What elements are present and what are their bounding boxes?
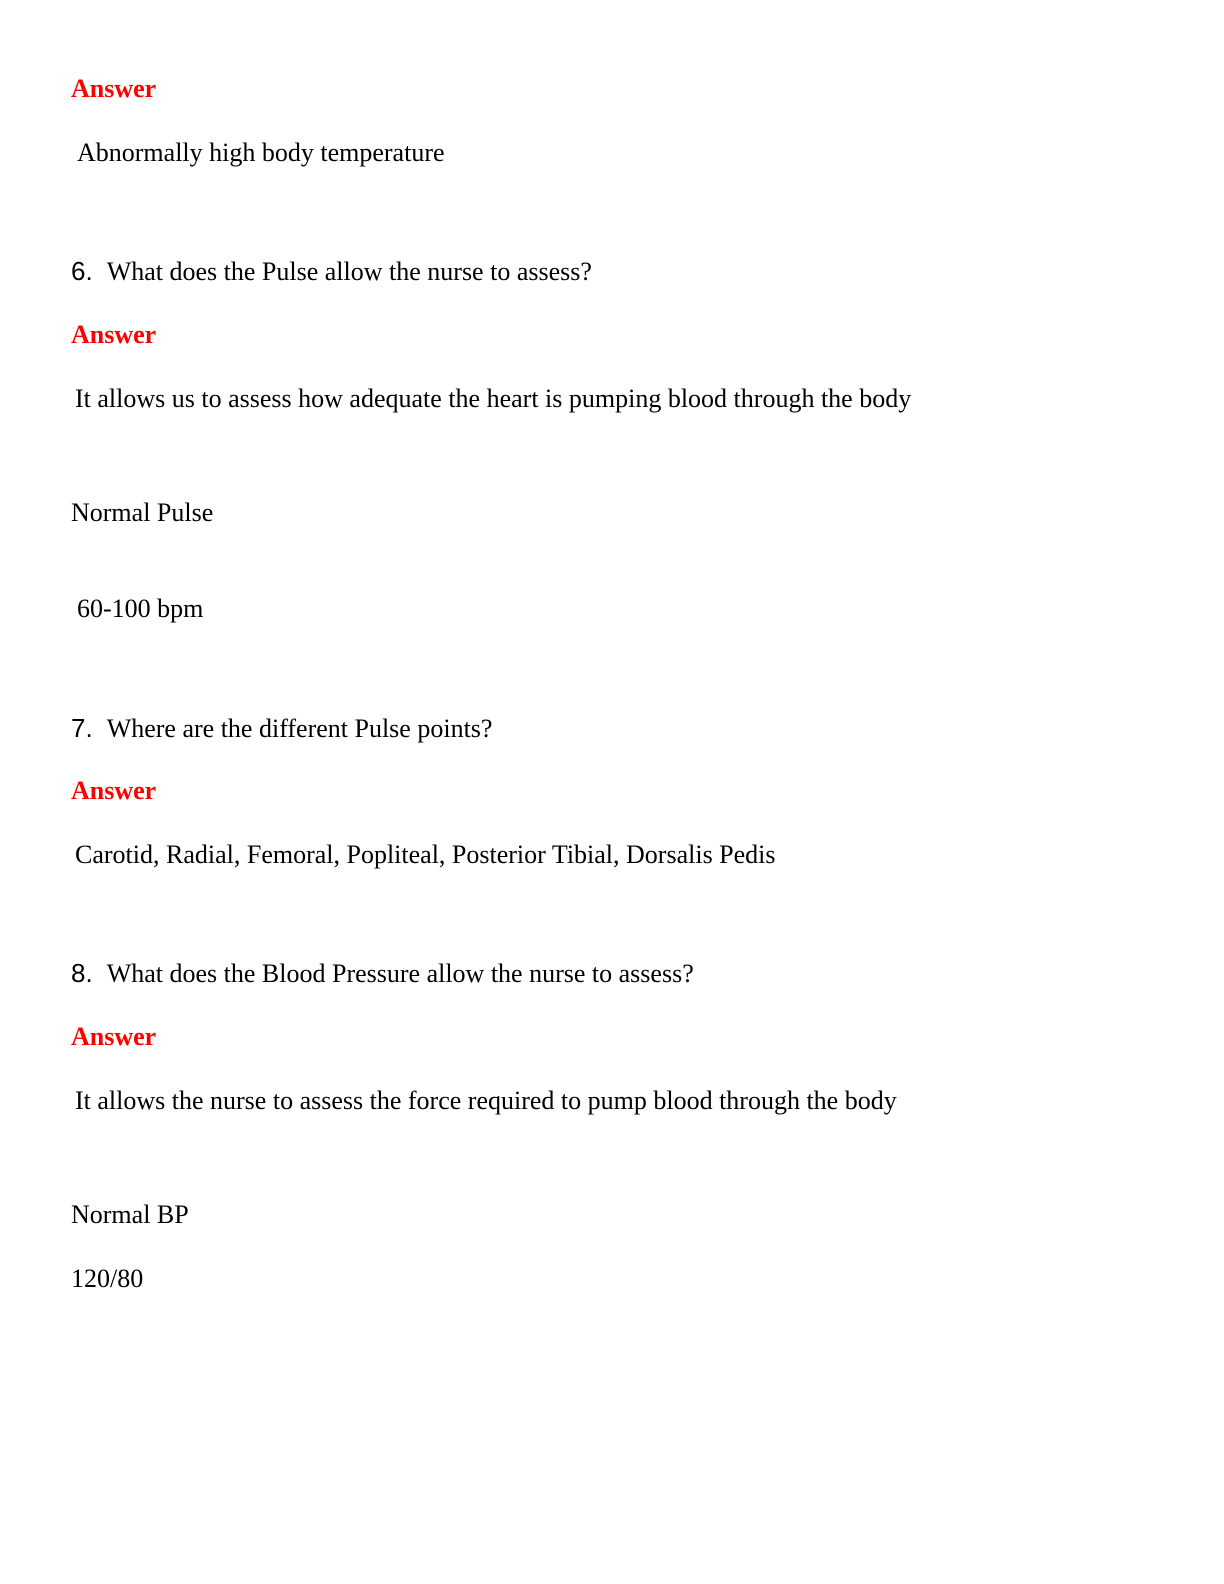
- question-text: Where are the different Pulse points?: [106, 714, 493, 743]
- question-text: What does the Blood Pressure allow the nurse to assess?: [106, 959, 694, 988]
- answer-text: It allows us to assess how adequate the heart is pumping blood through the body: [75, 384, 912, 413]
- question-text: What does the Pulse allow the nurse to assess?: [106, 257, 592, 286]
- answer-label: Answer: [71, 320, 157, 349]
- normal-bp-value: 120/80: [71, 1264, 144, 1293]
- normal-bp-label: Normal BP: [71, 1200, 189, 1229]
- question-8: [71, 958, 694, 989]
- question-number: 6.: [71, 256, 93, 286]
- question-6: [71, 256, 592, 287]
- answer-text: It allows the nurse to assess the force required to pump blood through the body: [75, 1086, 897, 1115]
- question-number: 7.: [71, 713, 93, 743]
- question-7: [71, 713, 492, 744]
- answer-label: Answer: [71, 776, 157, 805]
- normal-pulse-value: 60-100 bpm: [77, 594, 204, 623]
- answer-label: Answer: [71, 74, 157, 103]
- answer-text: Carotid, Radial, Femoral, Popliteal, Posterior Tibial, Dorsalis Pedis: [75, 840, 776, 869]
- normal-pulse-label: Normal Pulse: [71, 498, 214, 527]
- answer-label: Answer: [71, 1022, 157, 1051]
- answer-text: Abnormally high body temperature: [77, 138, 445, 167]
- question-number: 8.: [71, 958, 93, 988]
